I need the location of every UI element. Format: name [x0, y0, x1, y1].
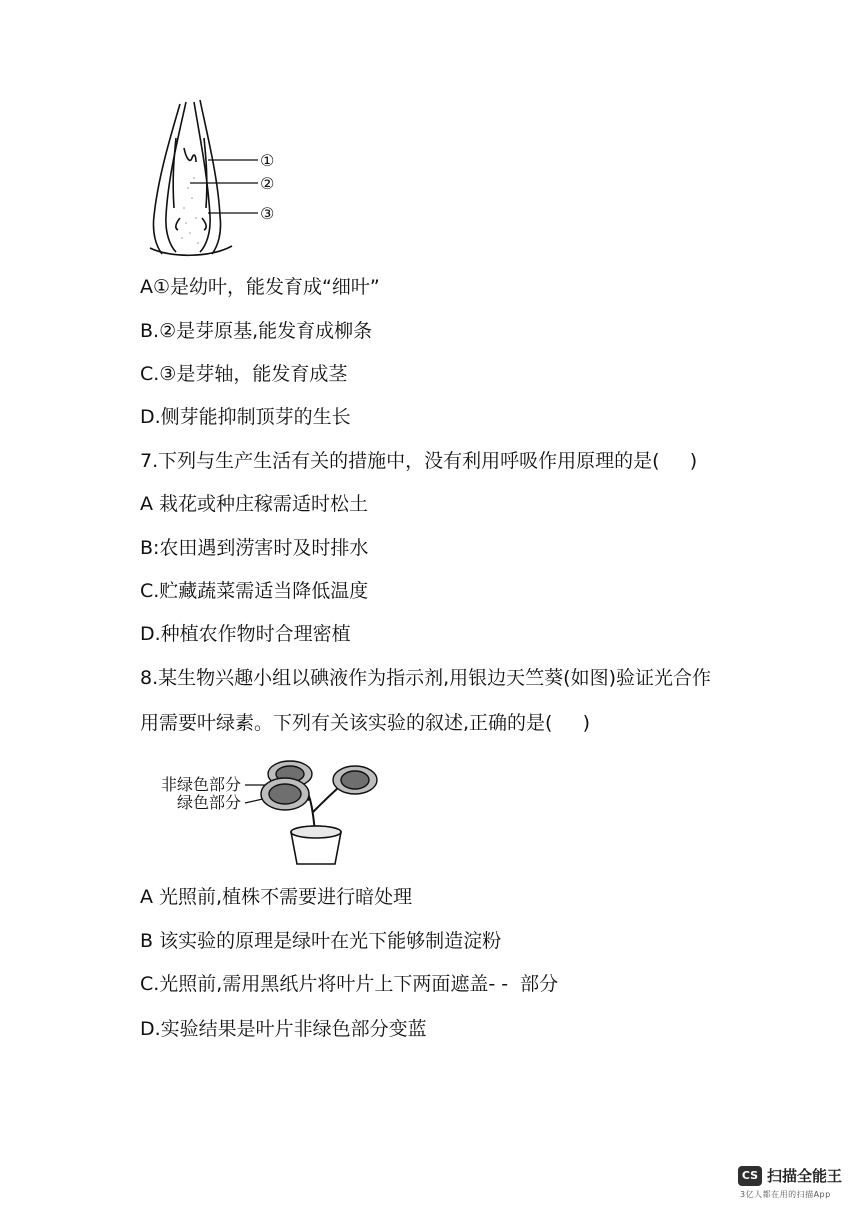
option-8d: D.实验结果是叶片非绿色部分变蓝 — [140, 1018, 427, 1040]
option-6d: D.侧芽能抑制顶芽的生长 — [140, 406, 351, 428]
label-2: ② — [260, 174, 275, 193]
geranium-figure — [155, 752, 390, 872]
watermark-subtitle: 3亿人都在用的扫描App — [740, 1190, 831, 1199]
watermark-name: 扫描全能王 — [767, 1167, 843, 1185]
question-8-line1: 8.某生物兴趣小组以碘液作为指示剂,用银边天竺葵(如图)验证光合作 — [140, 667, 711, 689]
option-6b: B.②是芽原基,能发育成柳条 — [140, 320, 373, 342]
option-6c: C.③是芽轴，能发育成茎 — [140, 363, 348, 385]
bud-section-figure — [140, 98, 290, 258]
option-7b: B:农田遇到涝害时及时排水 — [140, 537, 369, 559]
option-8b: B 该实验的原理是绿叶在光下能够制造淀粉 — [140, 930, 502, 952]
label-nongreen: 非绿色部分 — [161, 775, 242, 794]
question-8-line2: 用需要叶绿素。下列有关该实验的叙述,正确的是( ) — [140, 712, 591, 734]
label-3: ③ — [260, 204, 275, 223]
camscanner-logo-icon: CS — [738, 1166, 762, 1186]
option-7d: D.种植农作物时合理密植 — [140, 623, 351, 645]
label-1: ① — [260, 151, 275, 170]
option-8a: A 光照前,植株不需要进行暗处理 — [140, 886, 413, 908]
option-7a: A 栽花或种庄稼需适时松土 — [140, 493, 369, 515]
option-8c: C.光照前,需用黑纸片将叶片上下两面遮盖- - 部分 — [140, 973, 559, 995]
scanner-watermark — [738, 1162, 848, 1202]
label-green: 绿色部分 — [177, 793, 242, 812]
question-7: 7.下列与生产生活有关的措施中，没有利用呼吸作用原理的是( ) — [140, 450, 698, 472]
option-7c: C.贮藏蔬菜需适当降低温度 — [140, 580, 369, 602]
option-6a: A①是幼叶，能发育成“细叶” — [140, 276, 380, 298]
